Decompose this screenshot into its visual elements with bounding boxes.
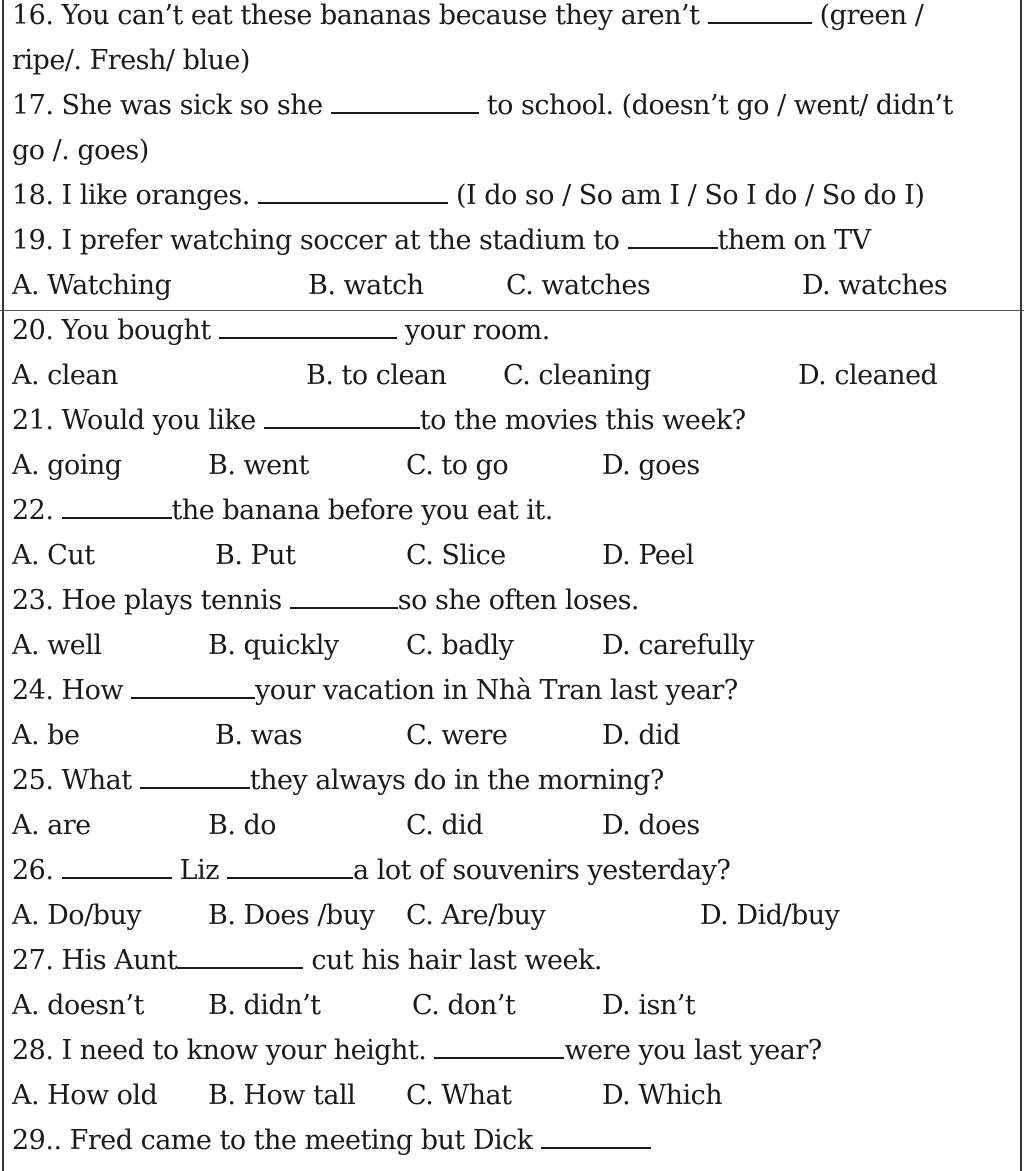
option-b[interactable]: B. Does /buy [208, 900, 375, 931]
option-a[interactable]: A. be [12, 720, 80, 751]
answer-blank [258, 182, 448, 204]
option-a[interactable]: A. doesn’t [12, 990, 144, 1021]
question-20-text-end: your room. [404, 315, 550, 346]
answer-blank [434, 1037, 564, 1059]
question-19-text: 19. I prefer watching soccer at the stadium to [12, 225, 620, 256]
question-28 [12, 1035, 822, 1067]
question-19-text-end: them on TV [717, 225, 871, 256]
question-23-text: 23. Hoe plays tennis [12, 585, 282, 616]
question-19 [12, 225, 871, 257]
question-27-text: 27. His Aunt [12, 945, 178, 976]
section-divider [0, 310, 1024, 311]
question-17-choices-cont: go /. goes) [12, 135, 149, 166]
question-21 [12, 405, 746, 437]
question-26-text: 26. [12, 855, 54, 886]
option-b[interactable]: B. How tall [208, 1080, 356, 1111]
option-c[interactable]: C. to go [406, 450, 509, 481]
question-25 [12, 765, 664, 797]
question-20 [12, 315, 550, 347]
question-28-text: 28. I need to know your height. [12, 1035, 427, 1066]
question-21-text-end: to the movies this week? [419, 405, 746, 436]
option-b[interactable]: B. went [208, 450, 309, 481]
answer-blank [541, 1127, 651, 1149]
option-c[interactable]: C. watches [506, 270, 651, 301]
answer-blank [628, 227, 718, 249]
left-border [2, 0, 4, 1171]
question-18-choices: (I do so / So am I / So I do / So do I) [456, 180, 925, 211]
question-18-text: 18. I like oranges. [12, 180, 250, 211]
option-b[interactable]: B. Put [215, 540, 296, 571]
question-17-text: 17. She was sick so she [12, 90, 323, 121]
option-d[interactable]: D. isn’t [602, 990, 696, 1021]
question-22-text-end: the banana before you eat it. [171, 495, 553, 526]
question-29-text: 29.. Fred came to the meeting but Dick [12, 1125, 533, 1156]
answer-blank [290, 587, 398, 609]
question-29 [12, 1125, 651, 1157]
question-18 [12, 180, 924, 212]
question-20-text: 20. You bought [12, 315, 211, 346]
question-27 [12, 945, 602, 977]
answer-blank [62, 497, 172, 519]
question-17-continued [12, 135, 149, 167]
option-d[interactable]: D. Which [602, 1080, 723, 1111]
option-c[interactable]: C. were [406, 720, 508, 751]
question-24-text-end: your vacation in Nhà Tran last year? [255, 675, 738, 706]
question-24 [12, 675, 738, 707]
question-23 [12, 585, 639, 617]
answer-blank [708, 2, 812, 24]
option-c[interactable]: C. Slice [406, 540, 506, 571]
question-21-text: 21. Would you like [12, 405, 256, 436]
question-26-text-end: a lot of souvenirs yesterday? [353, 855, 731, 886]
question-22-text: 22. [12, 495, 54, 526]
question-16-text: 16. You can’t eat these bananas because they aren’t [12, 0, 700, 31]
option-b[interactable]: B. didn’t [208, 990, 321, 1021]
option-a[interactable]: A. clean [12, 360, 118, 391]
option-b[interactable]: B. to clean [306, 360, 447, 391]
option-a[interactable]: A. How old [12, 1080, 158, 1111]
question-27-text-end: cut his hair last week. [311, 945, 602, 976]
answer-blank [140, 767, 250, 789]
question-16-choices-cont: ripe/. Fresh/ blue) [12, 45, 250, 76]
right-border [1020, 0, 1022, 1171]
option-d[interactable]: D. watches [802, 270, 948, 301]
option-c[interactable]: C. don’t [412, 990, 516, 1021]
option-d[interactable]: D. cleaned [798, 360, 938, 391]
option-b[interactable]: B. watch [308, 270, 424, 301]
question-23-text-end: so she often loses. [397, 585, 640, 616]
question-26 [12, 855, 730, 887]
option-c[interactable]: C. badly [406, 630, 514, 661]
question-22 [12, 495, 553, 527]
option-c[interactable]: C. did [406, 810, 484, 841]
question-26-text-mid: Liz [179, 855, 219, 886]
option-d[interactable]: D. Did/buy [700, 900, 840, 931]
option-a[interactable]: A. Do/buy [12, 900, 142, 931]
option-a[interactable]: A. Watching [12, 270, 172, 301]
option-c[interactable]: C. Are/buy [406, 900, 546, 931]
option-b[interactable]: B. quickly [208, 630, 339, 661]
answer-blank [62, 857, 172, 879]
option-d[interactable]: D. goes [602, 450, 700, 481]
question-16-choices: (green / [819, 0, 924, 31]
question-28-text-end: were you last year? [564, 1035, 822, 1066]
answer-blank [264, 407, 420, 429]
option-b[interactable]: B. was [215, 720, 303, 751]
option-a[interactable]: A. Cut [12, 540, 95, 571]
option-d[interactable]: D. Peel [602, 540, 694, 571]
option-d[interactable]: D. carefully [602, 630, 754, 661]
question-25-text-end: they always do in the morning? [249, 765, 664, 796]
question-16-continued [12, 45, 250, 77]
answer-blank [131, 677, 255, 699]
option-c[interactable]: C. cleaning [503, 360, 651, 391]
question-24-text: 24. How [12, 675, 123, 706]
option-a[interactable]: A. are [12, 810, 91, 841]
answer-blank [177, 947, 303, 969]
option-a[interactable]: A. going [12, 450, 122, 481]
answer-blank [331, 92, 479, 114]
option-a[interactable]: A. well [12, 630, 102, 661]
answer-blank [219, 317, 397, 339]
option-b[interactable]: B. do [208, 810, 277, 841]
answer-blank [227, 857, 353, 879]
option-d[interactable]: D. does [602, 810, 700, 841]
question-17 [12, 90, 953, 122]
option-c[interactable]: C. What [406, 1080, 512, 1111]
question-17-choices: to school. (doesn’t go / went/ didn’t [486, 90, 953, 121]
question-25-text: 25. What [12, 765, 132, 796]
question-16 [12, 0, 923, 32]
option-d[interactable]: D. did [602, 720, 681, 751]
